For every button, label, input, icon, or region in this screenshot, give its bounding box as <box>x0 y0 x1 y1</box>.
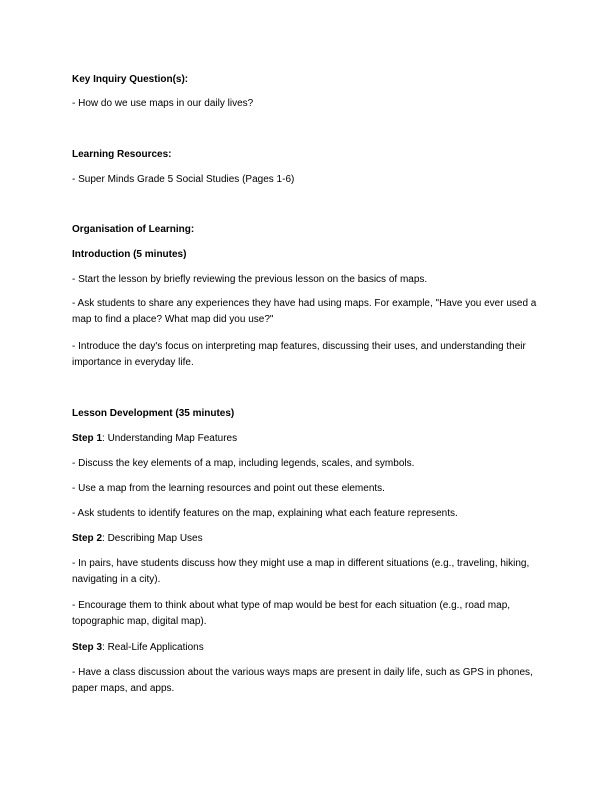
step-title: : Describing Map Uses <box>102 533 203 544</box>
step-label: Step 2 <box>72 533 103 544</box>
step-title: : Understanding Map Features <box>102 433 238 444</box>
key-inquiry-heading: Key Inquiry Question(s): <box>72 74 189 85</box>
key-inquiry-question: - How do we use maps in our daily lives? <box>72 98 254 109</box>
introduction-point: - Introduce the day's focus on interpreting map features, discussing their uses, and understanding their importance in everyday life. <box>72 341 526 368</box>
step-point: - Ask students to identify features on the map, explaining what each feature represents. <box>72 508 458 519</box>
step-point: - Discuss the key elements of a map, including legends, scales, and symbols. <box>72 458 415 469</box>
learning-resources-item: - Super Minds Grade 5 Social Studies (Pages 1-6) <box>72 174 295 185</box>
lesson-development-heading: Lesson Development (35 minutes) <box>72 408 235 419</box>
step-label: Step 3 <box>72 642 103 653</box>
step-title: : Real-Life Applications <box>102 642 204 653</box>
step-label: Step 1 <box>72 433 103 444</box>
organisation-heading: Organisation of Learning: <box>72 224 195 235</box>
step-heading <box>72 531 548 547</box>
introduction-heading: Introduction (5 minutes) <box>72 249 187 260</box>
step-heading <box>72 431 548 447</box>
introduction-point: - Ask students to share any experiences they have had using maps. For example, "Have you ever used a map to find a place? What map did you use?" <box>72 298 537 325</box>
step-heading <box>72 640 548 656</box>
step-point: - Use a map from the learning resources and point out these elements. <box>72 483 385 494</box>
introduction-point: - Start the lesson by briefly reviewing the previous lesson on the basics of maps. <box>72 274 428 285</box>
learning-resources-heading: Learning Resources: <box>72 149 172 160</box>
step-point: - Encourage them to think about what type of map would be best for each situation (e.g., road map, topographic map, digital map). <box>72 600 511 627</box>
step-point: - Have a class discussion about the various ways maps are present in daily life, such as GPS in phones, paper maps, and apps. <box>72 667 533 694</box>
step-point: - In pairs, have students discuss how they might use a map in different situations (e.g., traveling, hiking, navigating in a city). <box>72 558 530 585</box>
